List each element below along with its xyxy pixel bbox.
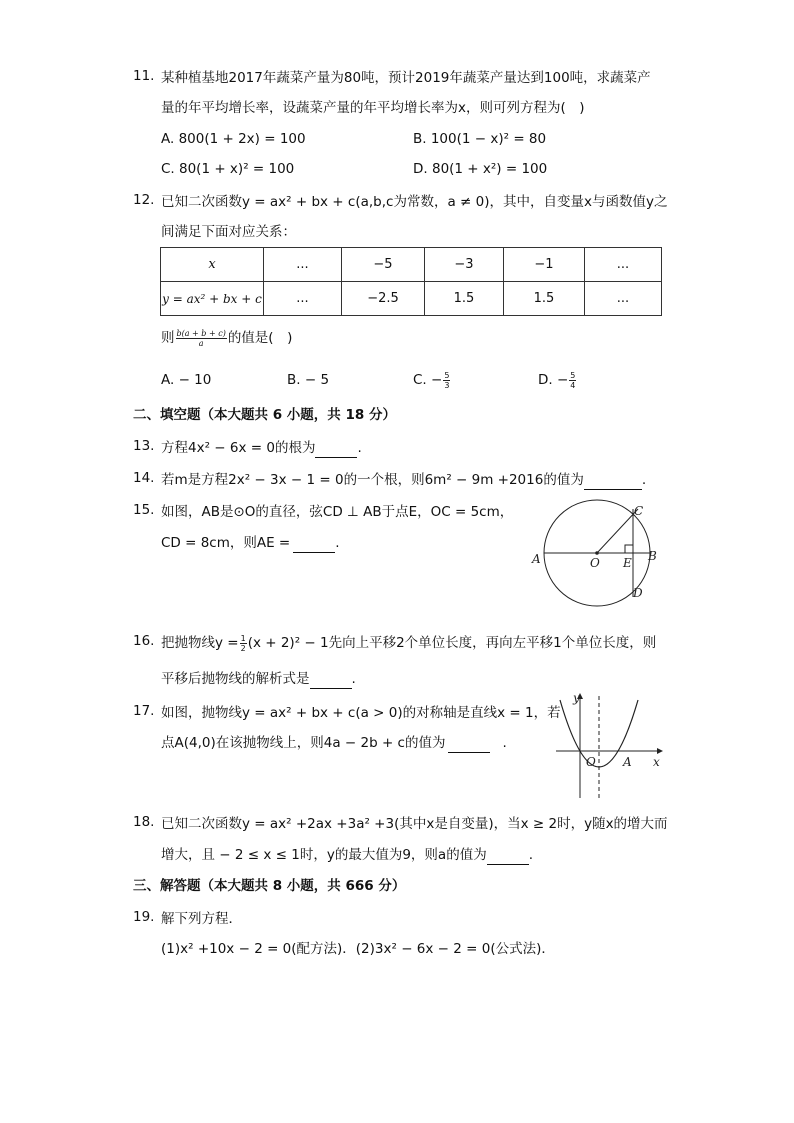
q18-number: 18. — [133, 814, 155, 830]
q14-text: 若m是方程2x² − 3x − 1 = 0的一个根，则6m² − 9m +2016的值为 — [161, 472, 584, 488]
q16-fraction-denominator: 2 — [240, 643, 246, 653]
q12-option-d-numerator: 5 — [570, 370, 576, 380]
q15-stem-line2 — [161, 533, 340, 553]
q16-answer-blank[interactable] — [310, 674, 352, 689]
q16-text-pre: 把抛物线y = — [161, 635, 239, 651]
q12-ask — [161, 328, 292, 348]
q14-stem — [161, 470, 646, 490]
table-cell: ... — [264, 282, 342, 316]
q11-stem-line1: 某种植基地2017年蔬菜产量为80吨，预计2019年蔬菜产量达到100吨，求蔬菜产 — [161, 70, 651, 86]
value-table — [160, 247, 662, 316]
q19-stem-line1: 解下列方程． — [161, 911, 242, 927]
table-row — [161, 248, 662, 282]
q17-stem-line1: 如图，抛物线y = ax² + bx + c(a > 0)的对称轴是直线x = 1，若 — [161, 705, 561, 721]
table-cell: −3 — [425, 248, 504, 282]
q17-number: 17. — [133, 703, 155, 719]
q12-option-c-denominator: 3 — [444, 380, 450, 390]
q16-stem-line2 — [161, 669, 356, 689]
q19-stem-line2: (1)x² +10x − 2 = 0(配方法)．(2)3x² − 6x − 2 = 0(公式法)． — [161, 941, 555, 957]
label-o: O — [586, 755, 596, 769]
q12-number: 12. — [133, 192, 155, 208]
q18-text: 增大，且 − 2 ≤ x ≤ 1时，y的最大值为9，则a的值为 — [161, 847, 487, 863]
q11-stem-line2: 量的年平均增长率，设蔬菜产量的年平均增长率为x，则可列方程为( ) — [161, 100, 585, 116]
q12-option-d — [538, 370, 577, 390]
q13-answer-blank[interactable] — [315, 443, 357, 458]
q11-option-a: A. 800(1 + 2x) = 100 — [161, 131, 306, 147]
table-cell: −2.5 — [342, 282, 425, 316]
q16-period: . — [351, 671, 356, 687]
q18-stem-line2 — [161, 845, 533, 865]
q12-option-a: A. − 10 — [161, 372, 212, 388]
q12-ask-prefix: 则 — [161, 330, 175, 346]
q16-text: 平移后抛物线的解析式是 — [161, 671, 310, 687]
table-cell: −1 — [504, 248, 585, 282]
q13-stem — [161, 438, 362, 458]
q13-number: 13. — [133, 438, 155, 454]
q13-text: 方程4x² − 6x = 0的根为 — [161, 440, 316, 456]
q12-option-c-prefix: C. − — [413, 372, 443, 388]
q17-stem-line2 — [161, 733, 507, 753]
q16-stem-line1 — [161, 633, 656, 653]
q18-answer-blank[interactable] — [487, 850, 529, 865]
table-cell: 1.5 — [504, 282, 585, 316]
q14-answer-blank[interactable] — [584, 475, 642, 490]
right-angle-mark — [625, 545, 633, 553]
section-heading-solutions: 三、解答题（本大题共 8 小题，共 666 分） — [133, 878, 406, 894]
table-cell: ... — [264, 248, 342, 282]
label-o: O — [590, 556, 600, 570]
q15-period: . — [335, 535, 340, 551]
q11-option-c: C. 80(1 + x)² = 100 — [161, 161, 295, 177]
table-cell: 1.5 — [425, 282, 504, 316]
q13-period: . — [357, 440, 362, 456]
q14-period: . — [641, 472, 647, 488]
q11-number: 11. — [133, 68, 155, 84]
q17-text: 点A(4,0)在该抛物线上，则4a − 2b + c的值为 — [161, 735, 446, 751]
q12-option-b: B. − 5 — [287, 372, 330, 388]
q15-stem-line1: 如图，AB是⊙O的直径，弦CD ⊥ AB于点E，OC = 5cm， — [161, 504, 514, 520]
table-cell: y = ax² + bx + c — [161, 282, 264, 316]
label-e: E — [623, 556, 632, 570]
section-heading-fill-in: 二、填空题（本大题共 6 小题，共 18 分） — [133, 407, 396, 423]
table-row — [161, 282, 662, 316]
q18-stem-line1: 已知二次函数y = ax² +2ax +3a² +3(其中x是自变量)，当x ≥ 2时，y随x的增大而 — [161, 816, 668, 832]
circle-figure — [528, 497, 658, 612]
label-c: C — [634, 504, 644, 518]
table-cell: ... — [585, 282, 662, 316]
q14-number: 14. — [133, 470, 155, 486]
label-x: x — [653, 755, 660, 769]
q12-fraction-denominator: a — [198, 338, 204, 348]
label-d: D — [633, 586, 643, 600]
q12-stem-line1: 已知二次函数y = ax² + bx + c(a,b,c为常数，a ≠ 0)，其中，自变量x与函数值y之 — [161, 194, 668, 210]
parabola-figure — [552, 688, 667, 803]
label-y: y — [573, 691, 580, 705]
center-point — [595, 551, 599, 555]
q15-answer-blank[interactable] — [293, 538, 335, 553]
q12-fraction — [176, 329, 227, 348]
label-a: A — [623, 755, 632, 769]
q12-option-c-fraction — [443, 371, 450, 390]
q12-option-d-fraction — [569, 371, 576, 390]
label-a: A — [532, 552, 541, 566]
q12-stem-line2: 间满足下面对应关系： — [161, 224, 296, 240]
q16-text-post: (x + 2)² − 1先向上平移2个单位长度，再向左平移1个单位长度，则 — [247, 635, 657, 651]
q18-period: . — [528, 847, 533, 863]
q16-fraction — [240, 634, 247, 653]
q12-option-d-denominator: 4 — [570, 380, 576, 390]
q19-number: 19. — [133, 909, 155, 925]
radius-oc — [597, 509, 638, 553]
q16-number: 16. — [133, 633, 155, 649]
table-cell: x — [161, 248, 264, 282]
table-cell: −5 — [342, 248, 425, 282]
q12-ask-suffix: 的值是( ) — [227, 330, 293, 346]
q16-fraction-numerator: 1 — [240, 633, 246, 643]
q12-option-c-numerator: 5 — [444, 370, 450, 380]
q15-number: 15. — [133, 502, 155, 518]
q17-period: . — [502, 735, 507, 751]
q15-text: CD = 8cm，则AE = — [161, 535, 291, 551]
q11-option-d: D. 80(1 + x²) = 100 — [413, 161, 548, 177]
q12-option-c — [413, 370, 451, 390]
q12-option-d-prefix: D. − — [538, 372, 569, 388]
table-cell: ... — [585, 248, 662, 282]
q11-option-b: B. 100(1 − x)² = 80 — [413, 131, 547, 147]
q17-answer-blank[interactable] — [448, 738, 490, 753]
q12-fraction-numerator: b(a + b + c) — [176, 328, 226, 338]
label-b: B — [648, 549, 657, 563]
